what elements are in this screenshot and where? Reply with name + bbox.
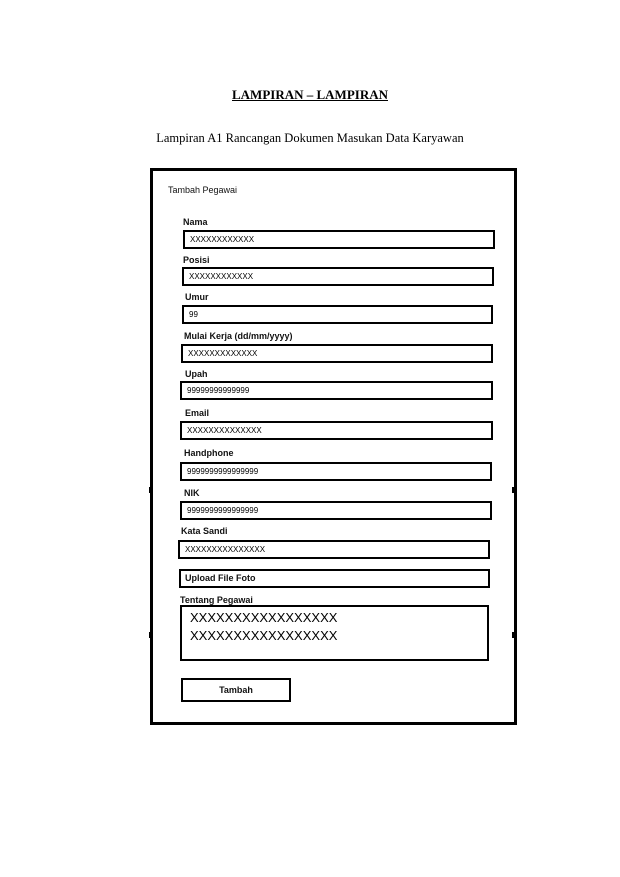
about-textarea[interactable] xyxy=(180,605,489,661)
page-heading: LAMPIRAN – LAMPIRAN xyxy=(232,87,388,102)
frame-tick xyxy=(149,487,151,493)
start-date-label: Mulai Kerja (dd/mm/yyyy) xyxy=(184,331,293,341)
email-label: Email xyxy=(185,408,210,418)
frame-tick xyxy=(512,632,514,638)
form-title: Tambah Pegawai xyxy=(168,185,238,195)
password-label: Kata Sandi xyxy=(181,526,228,536)
frame-tick xyxy=(512,487,514,493)
upload-photo-button[interactable]: Upload File Foto xyxy=(179,569,490,588)
position-label: Posisi xyxy=(183,255,210,265)
about-label: Tentang Pegawai xyxy=(180,595,253,605)
add-employee-button[interactable]: Tambah xyxy=(181,678,291,702)
password-field[interactable]: XXXXXXXXXXXXXXX xyxy=(178,540,490,559)
salary-label: Upah xyxy=(185,369,208,379)
nik-field[interactable]: 9999999999999999 xyxy=(180,501,492,520)
age-label: Umur xyxy=(185,292,209,302)
age-field[interactable]: 99 xyxy=(182,305,493,324)
phone-label: Handphone xyxy=(184,448,234,458)
about-line: XXXXXXXXXXXXXXXXX xyxy=(190,610,338,625)
phone-field[interactable]: 9999999999999999 xyxy=(180,462,492,481)
start-date-field[interactable]: XXXXXXXXXXXXX xyxy=(181,344,493,363)
salary-field[interactable]: 99999999999999 xyxy=(180,381,493,400)
name-field[interactable]: XXXXXXXXXXXX xyxy=(183,230,495,249)
position-field[interactable]: XXXXXXXXXXXX xyxy=(182,267,494,286)
frame-tick xyxy=(149,632,151,638)
email-field[interactable]: XXXXXXXXXXXXXX xyxy=(180,421,493,440)
page-subheading: Lampiran A1 Rancangan Dokumen Masukan Data Karyawan xyxy=(156,131,464,145)
nik-label: NIK xyxy=(184,488,200,498)
about-line: XXXXXXXXXXXXXXXXX xyxy=(190,628,338,643)
name-label: Nama xyxy=(183,217,208,227)
